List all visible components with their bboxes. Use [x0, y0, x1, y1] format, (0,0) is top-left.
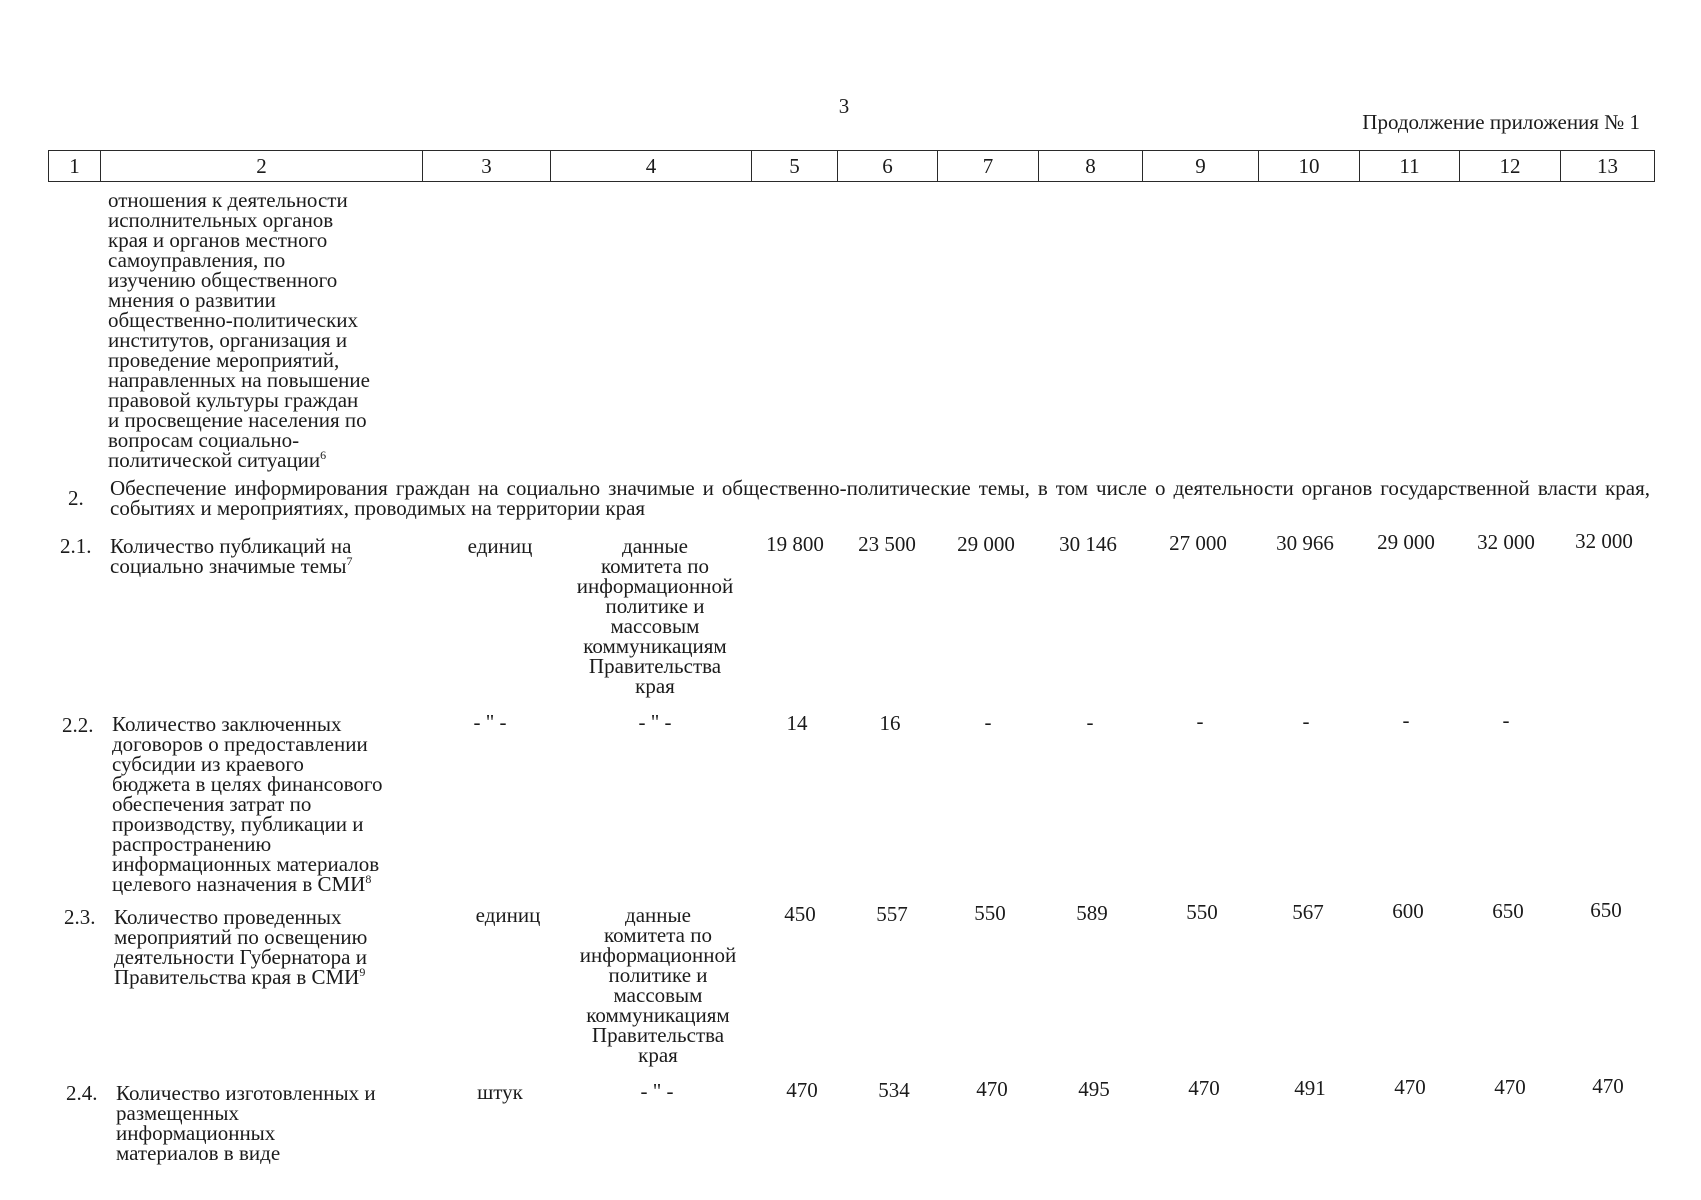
- row-name: Количество изготовленных и размещенных информационных материалов в виде: [116, 1081, 376, 1165]
- footnote-marker: 6: [320, 448, 327, 462]
- row-source: данные комитета по информационной политике и массовым коммуникациям Правительства края: [579, 903, 737, 1067]
- value-cell: -: [984, 710, 992, 734]
- value-cell: 491: [1294, 1076, 1326, 1100]
- value-cell: 470: [1394, 1075, 1426, 1099]
- row-name: Количество проведенных мероприятий по освещению деятельности Губернатора и Правительства края в СМИ$^9$: [114, 905, 368, 989]
- page-number: 3: [838, 94, 850, 118]
- value-cell: 567: [1292, 900, 1324, 924]
- value-cell: 589: [1076, 901, 1108, 925]
- value-cell: 470: [976, 1077, 1008, 1101]
- row-number: 2.3.: [64, 905, 96, 929]
- value-cell: 16: [879, 711, 901, 735]
- value-cell: 470: [1188, 1076, 1220, 1100]
- value-cell: 30 146: [1059, 532, 1117, 556]
- value-cell: 470: [786, 1078, 818, 1102]
- column-header: 13: [1561, 151, 1655, 182]
- row-source: данные комитета по информационной политике и массовым коммуникациям Правительства края: [576, 534, 734, 698]
- column-header: 8: [1039, 151, 1143, 182]
- row-unit: - " -: [473, 710, 507, 734]
- section-number: 2.: [68, 486, 84, 510]
- column-header: 5: [752, 151, 838, 182]
- value-cell: 470: [1592, 1074, 1624, 1098]
- value-cell: -: [1196, 709, 1204, 733]
- column-header: 3: [423, 151, 551, 182]
- row-unit: штук: [477, 1080, 523, 1104]
- row-number: 2.1.: [60, 534, 92, 558]
- column-header: 7: [938, 151, 1039, 182]
- value-cell: 14: [786, 711, 808, 735]
- value-cell: 32 000: [1575, 529, 1633, 553]
- value-cell: 32 000: [1477, 530, 1535, 554]
- row-name: Количество заключенных договоров о предоставлении субсидии из краевого бюджета в целях финансового обеспечения затрат по производству, публикации и распространению информационных материалов целевого назначения в СМИ$^8$: [112, 712, 383, 896]
- value-cell: 557: [876, 902, 908, 926]
- value-cell: -: [1402, 708, 1410, 732]
- column-header: 4: [551, 151, 752, 182]
- value-cell: 650: [1590, 898, 1622, 922]
- column-header: 9: [1143, 151, 1259, 182]
- row-source: - " -: [640, 1079, 674, 1103]
- row-source: - " -: [638, 710, 672, 734]
- footnote-marker: 7: [346, 554, 353, 568]
- continuation-label: Продолжение приложения № 1: [1362, 110, 1640, 134]
- value-cell: 450: [784, 902, 816, 926]
- value-cell: 495: [1078, 1077, 1110, 1101]
- footnote-marker: 9: [359, 965, 366, 979]
- column-header: 2: [101, 151, 423, 182]
- column-header: 10: [1259, 151, 1360, 182]
- row-number: 2.4.: [66, 1081, 98, 1105]
- value-cell: 470: [1494, 1075, 1526, 1099]
- value-cell: 19 800: [766, 532, 824, 556]
- column-header: 6: [838, 151, 938, 182]
- value-cell: -: [1302, 709, 1310, 733]
- value-cell: -: [1086, 710, 1094, 734]
- column-header-row: [48, 150, 1655, 182]
- value-cell: 550: [1186, 900, 1218, 924]
- column-header: 12: [1460, 151, 1561, 182]
- row-number: 2.2.: [62, 713, 94, 737]
- row-unit: единиц: [475, 903, 541, 927]
- value-cell: 534: [878, 1078, 910, 1102]
- carryover-text: отношения к деятельности исполнительных органов края и органов местного самоуправления, по изучению общественного мнения о развитии общественно-политических институтов, организация и проведение мероприятий, направленных на повышение правовой культуры граждан и просвещение населения по вопросам социально- политической ситуации$^6$: [108, 188, 370, 472]
- row-unit: единиц: [467, 534, 533, 558]
- value-cell: 27 000: [1169, 531, 1227, 555]
- value-cell: 550: [974, 901, 1006, 925]
- column-header: 11: [1360, 151, 1460, 182]
- section-title: Обеспечение информирования граждан на социально значимые и общественно-политические темы, в том числе о деятельности органов государственной власти края, событиях и мероприятиях, проводимых на территории края: [110, 476, 1650, 520]
- value-cell: 650: [1492, 899, 1524, 923]
- column-header: 1: [49, 151, 101, 182]
- value-cell: 23 500: [858, 532, 916, 556]
- row-name: Количество публикаций на социально значимые темы$^7$: [110, 534, 353, 578]
- value-cell: 600: [1392, 899, 1424, 923]
- footnote-marker: 8: [365, 872, 372, 886]
- value-cell: 30 966: [1276, 531, 1334, 555]
- value-cell: 29 000: [957, 532, 1015, 556]
- value-cell: 29 000: [1377, 530, 1435, 554]
- value-cell: -: [1502, 708, 1510, 732]
